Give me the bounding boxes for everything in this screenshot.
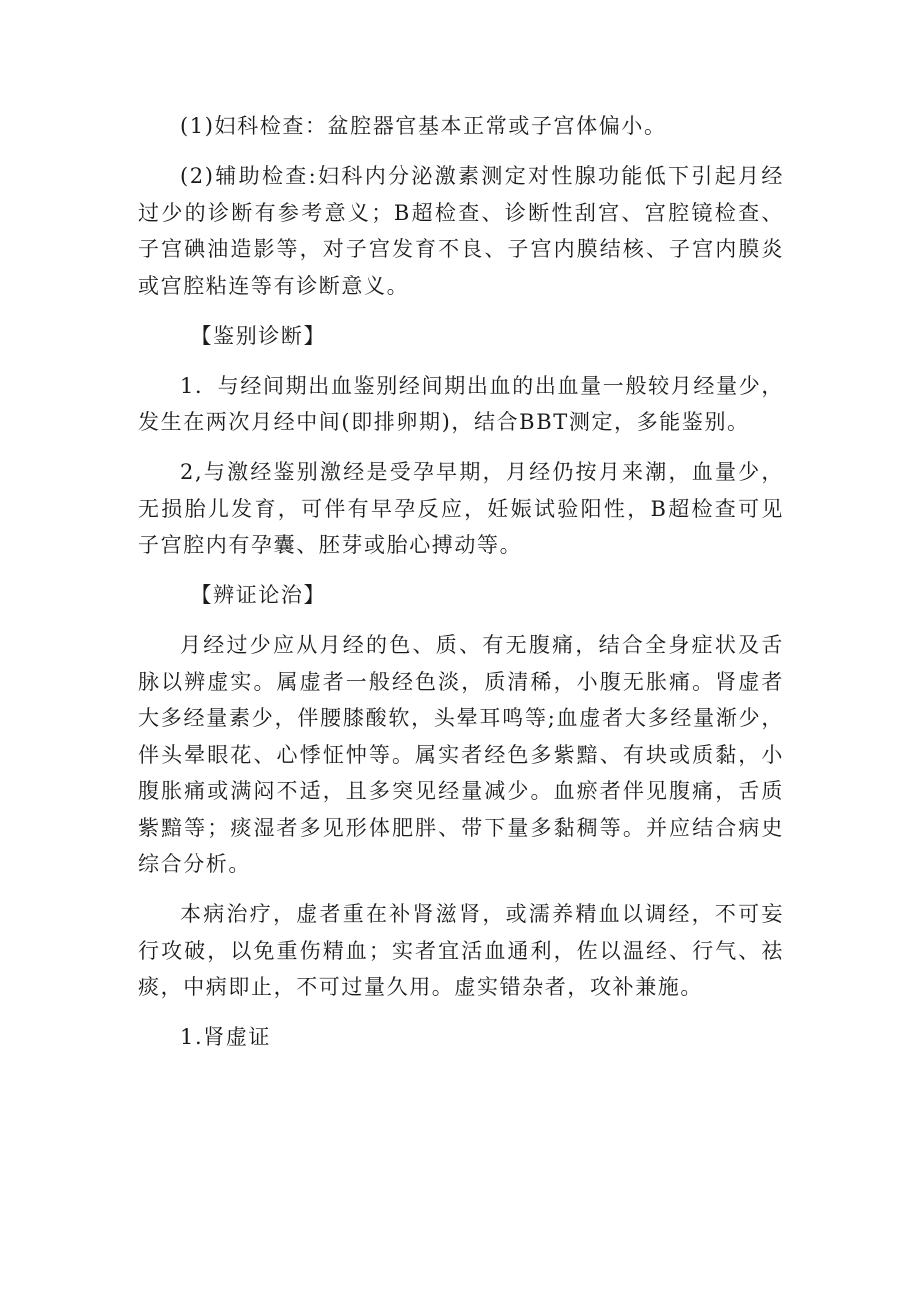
- paragraph-gynecological-exam: (1)妇科检查：盆腔器官基本正常或子宫体偏小。: [180, 114, 667, 138]
- paragraph-auxiliary-exam: (2)辅助检查:妇科内分泌激素测定对性腺功能低下引起月经过少的诊断有参考意义；B超检查、诊断性刮宫、宫腔镜检查、子宫碘油造影等，对子宫发育不良、子宫内膜结核、子宫内膜炎或宫腔粘连等有诊断意义。: [138, 164, 784, 298]
- section-heading-syndrome-treatment: 【辨证论治】: [190, 583, 327, 607]
- subheading-kidney-deficiency: 1.肾虚证: [180, 1025, 272, 1049]
- section-heading-differential-diagnosis: 【鉴别诊断】: [190, 323, 327, 348]
- paragraph-treatment-principle: 本病治疗，虚者重在补肾滋肾，或濡养精血以调经，不可妄行攻破，以免重伤精血；实者宜活血通利，佐以温经、行气、祛痰，中病即止，不可过量久用。虚实错杂者，攻补兼施。: [138, 902, 784, 999]
- paragraph-differential-2: 2,与激经鉴别激经是受孕早期，月经仍按月来潮，血量少，无损胎儿发育，可伴有早孕反应，妊娠试验阳性，B超检查可见子宫腔内有孕囊、胚芽或胎心搏动等。: [138, 460, 784, 557]
- paragraph-syndrome-analysis: 月经过少应从月经的色、质、有无腹痛，结合全身症状及舌脉以辨虚实。属虚者一般经色淡，质清稀，小腹无胀痛。肾虚者大多经量素少，伴腰膝酸软，头晕耳鸣等;血虚者大多经量渐少，伴头晕眼花、心悸怔忡等。属实者经色多紫黯、有块或质黏，小腹胀痛或满闷不适，且多突见经量减少。血瘀者伴见腹痛，舌质紫黯等；痰湿者多见形体肥胖、带下量多黏稠等。并应结合病史综合分析。: [138, 633, 784, 876]
- paragraph-differential-1: 1．与经间期出血鉴别经间期出血的出血量一般较月经量少，发生在两次月经中间(即排卵期)，结合BBT测定，多能鉴别。: [138, 373, 784, 434]
